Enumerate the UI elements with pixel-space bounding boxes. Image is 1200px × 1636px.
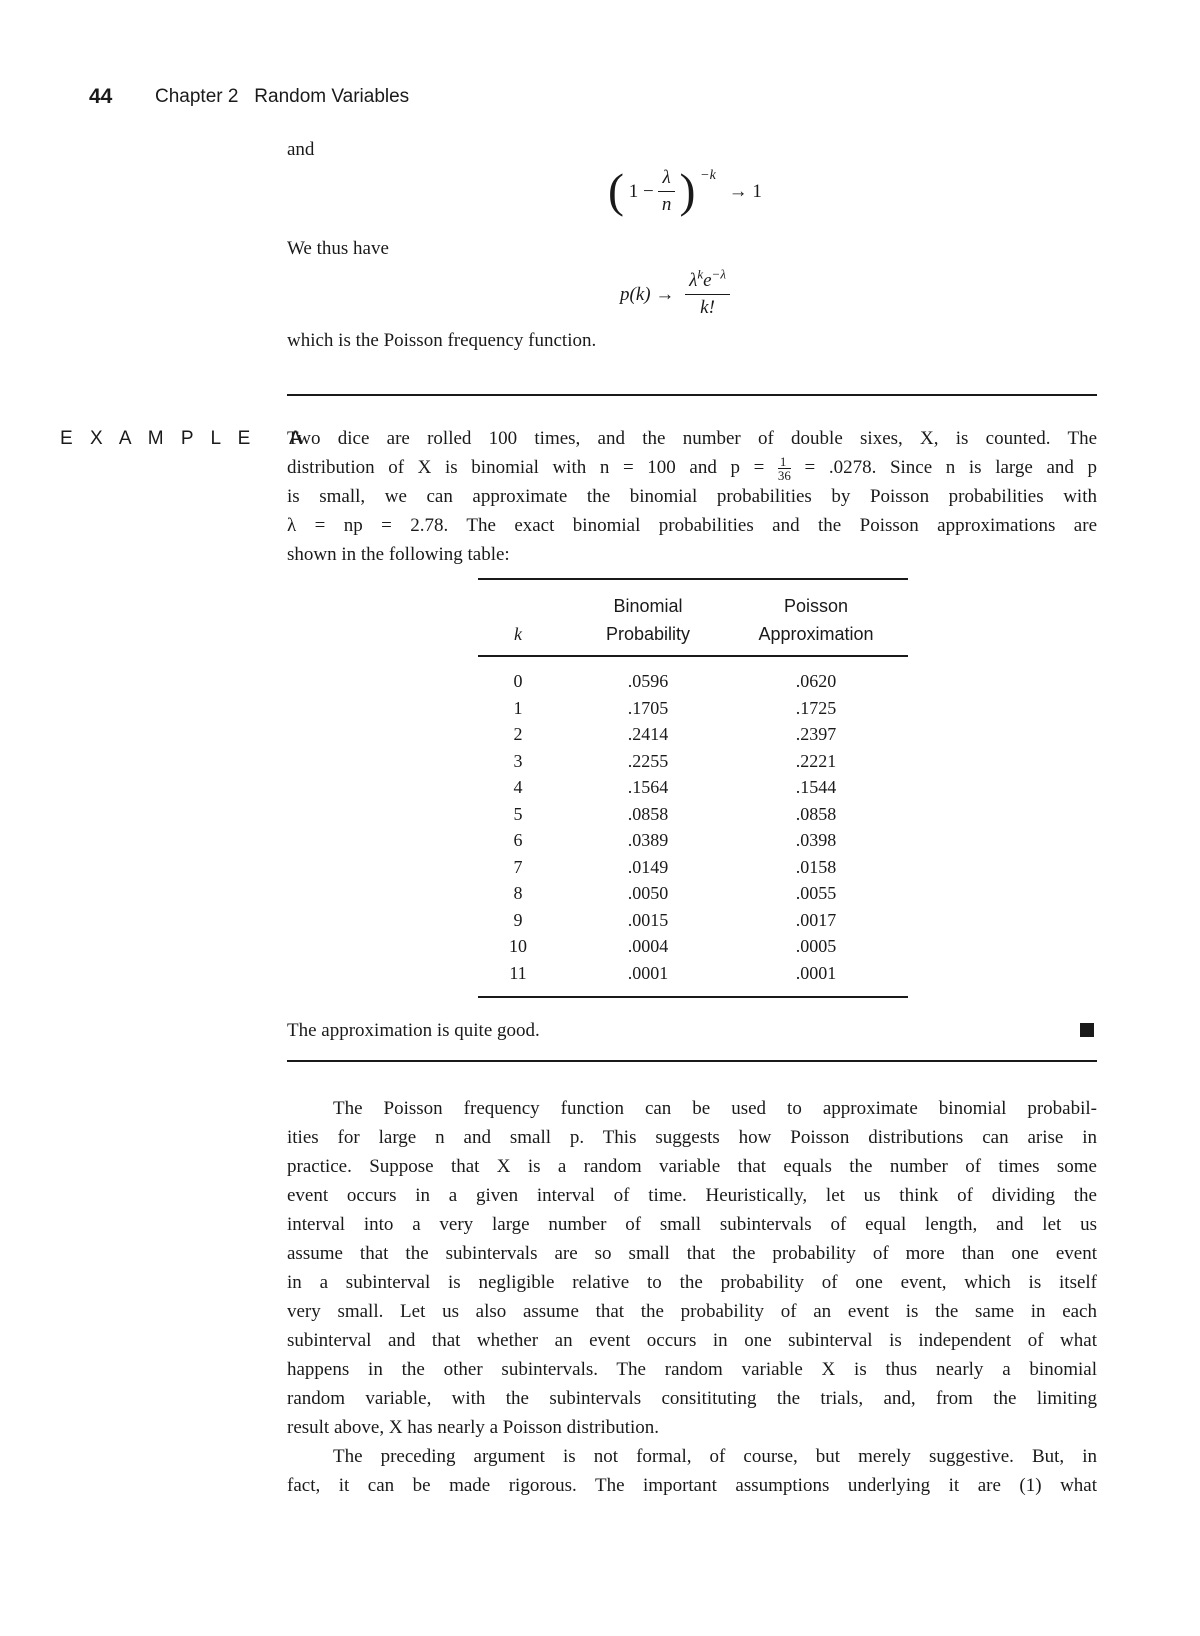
paragraph-line: interval into a very large number of small subintervals of equal length, and let us — [287, 1214, 1097, 1235]
paragraph-line: fact, it can be made rigorous. The important assumptions underlying it are (1) what — [287, 1475, 1097, 1496]
equation-limit-one — [608, 165, 762, 225]
row-k: 6 — [513, 830, 523, 850]
table-row — [478, 932, 908, 959]
eq1-one: 1 − — [628, 181, 654, 202]
one-over-36 — [778, 455, 791, 482]
row-binomial: .0004 — [627, 936, 669, 956]
row-poisson: .2397 — [795, 724, 837, 744]
row-binomial: .0001 — [627, 962, 669, 983]
eq1-denominator: n — [661, 194, 672, 215]
example-line-2b: = .0278. Since n is large and p — [790, 457, 1097, 478]
row-poisson: .2221 — [795, 750, 837, 771]
example-line-1: Two dice are rolled 100 times, and the number of double sixes, X, is counted. The — [287, 428, 1097, 449]
eq2-denominator: k! — [700, 297, 715, 318]
table-row — [478, 720, 908, 747]
paragraph-line: The Poisson frequency function can be used to approximate binomial probabil- — [333, 1098, 1097, 1119]
row-binomial: .0596 — [627, 671, 669, 691]
paragraph-line: random variable, with the subintervals consitituting the trials, and, from the limiting — [287, 1388, 1097, 1409]
row-k: 8 — [513, 883, 523, 903]
frac-den: 36 — [777, 468, 791, 484]
row-binomial: .0015 — [627, 909, 669, 930]
eq2-lambda: λ — [689, 270, 698, 291]
table-header-rule — [478, 655, 908, 657]
intro-thus: We thus have — [287, 238, 389, 259]
header-k: k — [514, 624, 522, 644]
row-binomial: .1705 — [627, 697, 669, 718]
right-paren: ) — [679, 164, 696, 218]
row-binomial: .0149 — [627, 856, 669, 877]
row-k: 9 — [513, 909, 523, 930]
row-binomial: .0389 — [627, 830, 669, 850]
example-label: E X A M P L E A — [60, 428, 308, 449]
qed-square-icon — [1080, 1023, 1094, 1037]
table-row — [478, 694, 908, 721]
eq1-rhs: → 1 — [728, 181, 762, 202]
table-row — [478, 800, 908, 827]
eq2-e-exp: −λ — [711, 266, 726, 282]
header-poisson-1: Poisson — [783, 596, 849, 616]
eq1-exponent: −k — [700, 168, 716, 183]
row-binomial: .0050 — [627, 883, 669, 903]
row-k: 1 — [513, 697, 523, 718]
example-line-4: λ = np = 2.78. The exact binomial probabilities and the Poisson approximations are — [287, 515, 1097, 536]
table-row — [478, 826, 908, 853]
header-binomial-1: Binomial — [613, 596, 683, 616]
row-k: 3 — [513, 750, 523, 771]
paragraph-line: assume that the subintervals are so small that the probability of more than one event — [287, 1243, 1097, 1264]
row-binomial: .2255 — [627, 750, 669, 771]
left-paren: ( — [608, 164, 624, 218]
example-line-2a: distribution of X is binomial with n = 100 and p = — [287, 457, 778, 478]
intro-conclusion: which is the Poisson frequency function. — [287, 330, 597, 351]
example-line-2 — [287, 453, 1097, 482]
table-bottom-rule — [478, 996, 908, 998]
row-binomial: .0858 — [627, 803, 669, 824]
row-poisson: .0005 — [795, 936, 837, 956]
eq2-fraction — [685, 268, 730, 321]
paragraph-line: The preceding argument is not formal, of course, but merely suggestive. But, in — [333, 1446, 1097, 1467]
row-poisson: .0017 — [795, 909, 837, 930]
paragraph-line: very small. Let us also assume that the probability of an event is the same in each — [287, 1301, 1097, 1322]
eq1-numerator: λ — [658, 165, 674, 192]
paragraph-line: event occurs in a given interval of time. Heuristically, let us think of dividing the — [287, 1185, 1097, 1206]
header-poisson-2: Approximation — [758, 624, 874, 644]
paragraph-line: in a subinterval is negligible relative to the probability of one event, which is itself — [287, 1272, 1097, 1293]
row-binomial: .2414 — [627, 724, 669, 744]
row-binomial: .1564 — [627, 777, 669, 797]
row-k: 2 — [513, 724, 523, 744]
table-top-rule — [478, 578, 908, 580]
row-poisson: .0001 — [795, 962, 837, 983]
paragraph-line: happens in the other subintervals. The random variable X is thus nearly a binomial — [287, 1359, 1097, 1380]
row-poisson: .0158 — [795, 856, 837, 877]
table-row — [478, 879, 908, 906]
paragraph-line: practice. Suppose that X is a random variable that equals the number of times some — [287, 1156, 1097, 1177]
paragraph-line: subinterval and that whether an event occurs in one subinterval is independent of what — [287, 1330, 1097, 1351]
page-number: 44 — [89, 85, 113, 108]
paragraph-line: result above, X has nearly a Poisson distribution. — [287, 1417, 660, 1438]
table-row — [478, 906, 908, 933]
table-row — [478, 959, 908, 986]
row-k: 10 — [509, 936, 527, 956]
eq1-fraction — [658, 165, 674, 218]
table-row — [478, 773, 908, 800]
running-head: Chapter 2 Random Variables — [155, 86, 410, 107]
eq2-e: e — [703, 270, 712, 291]
example-line-5: shown in the following table: — [287, 544, 510, 565]
eq2-lhs: p(k) → — [620, 284, 675, 305]
row-k: 4 — [513, 777, 523, 797]
row-k: 5 — [513, 803, 523, 824]
paragraph-line: ities for large n and small p. This suggests how Poisson distributions can arise in — [287, 1127, 1097, 1148]
row-poisson: .1725 — [795, 697, 837, 718]
row-poisson: .0398 — [795, 830, 837, 850]
example-line-3: is small, we can approximate the binomial probabilities by Poisson probabilities with — [287, 486, 1097, 507]
example-bottom-rule — [287, 1060, 1097, 1062]
table-row — [478, 853, 908, 880]
eq2-lambda-exp: k — [697, 266, 704, 282]
frac-num: 1 — [778, 455, 791, 469]
equation-poisson-limit — [620, 268, 730, 328]
row-poisson: .0858 — [795, 803, 837, 824]
eq2-numerator — [685, 268, 730, 295]
row-poisson: .1544 — [795, 777, 837, 797]
example-top-rule — [287, 394, 1097, 396]
header-binomial-2: Probability — [605, 624, 691, 644]
row-k: 11 — [509, 962, 527, 983]
intro-and: and — [287, 139, 315, 160]
row-k: 7 — [513, 856, 523, 877]
table-row — [478, 667, 908, 694]
example-closing: The approximation is quite good. — [287, 1020, 540, 1041]
row-poisson: .0620 — [795, 671, 837, 691]
row-poisson: .0055 — [795, 883, 837, 903]
row-k: 0 — [513, 671, 523, 691]
table-row — [478, 747, 908, 774]
